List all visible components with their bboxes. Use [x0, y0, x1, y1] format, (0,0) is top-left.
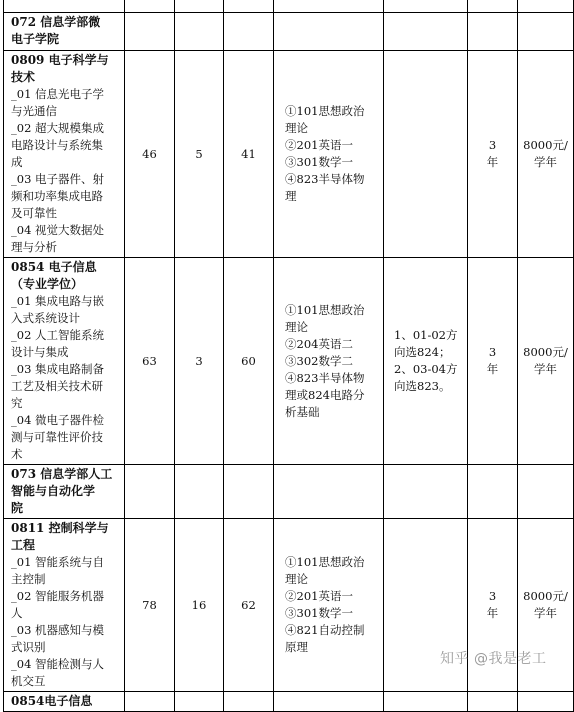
- exam-subject: 析基础: [285, 404, 320, 419]
- exam-subject: 理论: [285, 121, 308, 135]
- table-row-bottom-cut: [4, 692, 574, 712]
- research-direction: 式识别: [11, 640, 46, 654]
- empty-cell: [224, 465, 274, 519]
- research-direction: 理与分析: [11, 240, 57, 254]
- tuition-cell: [518, 51, 574, 258]
- department-title: 072 信息学部微: [11, 15, 101, 29]
- research-direction: _01 智能系统与自: [11, 555, 105, 569]
- recommended-quota-cell: [175, 519, 224, 692]
- department-title: 073 信息学部人工: [11, 467, 113, 481]
- major-cell: [4, 258, 125, 465]
- duration-cell: [468, 51, 518, 258]
- empty-cell: [125, 465, 175, 519]
- exam-subject: ③302数学二: [285, 353, 353, 368]
- total-quota: 78: [142, 597, 157, 612]
- empty-cell: [518, 465, 574, 519]
- empty-cell: [224, 13, 274, 51]
- research-direction: _02 智能服务机器: [11, 589, 105, 603]
- duration-text: 3: [488, 589, 497, 603]
- department-cell: [4, 13, 125, 51]
- exam-subject: ③301数学一: [285, 606, 353, 620]
- duration-text: 年: [486, 362, 499, 376]
- research-direction: 入式系统设计: [11, 311, 80, 325]
- research-direction: 术: [11, 447, 23, 461]
- major-title: 0809 电子科学与: [11, 53, 109, 67]
- empty-cell: [384, 692, 468, 712]
- empty-cell: [175, 13, 224, 51]
- exam-subject: ①101思想政治: [285, 104, 365, 118]
- exam-quota: 62: [241, 597, 256, 612]
- note-line: 2、03-04方: [394, 362, 458, 376]
- exam-subject: ②201英语一: [285, 589, 353, 603]
- empty-cell: [175, 465, 224, 519]
- exam-subject: ④823半导体物: [285, 370, 365, 385]
- empty-cell: [274, 465, 384, 519]
- duration-text: 年: [486, 606, 499, 620]
- empty-cell: [468, 465, 518, 519]
- department-title: 电子学院: [11, 32, 60, 46]
- duration-text: 年: [486, 155, 499, 169]
- duration-text: 3: [488, 345, 497, 359]
- empty-cell: [175, 692, 224, 712]
- research-direction: _04 视觉大数据处: [11, 223, 105, 237]
- exam-quota-cell: [224, 258, 274, 465]
- research-direction: _01 集成电路与嵌: [11, 294, 105, 308]
- research-direction: 设计与集成: [11, 345, 69, 359]
- tuition-text: 8000元/: [523, 589, 568, 603]
- exam-quota-cell: [224, 519, 274, 692]
- table-row-top-cut: [4, 0, 574, 13]
- empty-cell: [518, 692, 574, 712]
- department-title: 智能与自动化学: [11, 484, 96, 498]
- research-direction: 人: [11, 606, 23, 620]
- duration-cell: [468, 258, 518, 465]
- exam-quota: 60: [241, 353, 256, 368]
- research-direction: _03 集成电路制备: [11, 362, 105, 376]
- recommended-quota: 3: [195, 353, 203, 368]
- recommended-quota: 16: [191, 597, 207, 612]
- major-row: [4, 258, 574, 465]
- exam-subject: 理论: [285, 319, 308, 334]
- major-row: [4, 51, 574, 258]
- empty-cell: [224, 692, 274, 712]
- major-title: （专业学位）: [11, 277, 84, 291]
- recommended-quota-cell: [175, 51, 224, 258]
- exam-subject: ②201英语一: [285, 138, 353, 152]
- empty-cell: [274, 692, 384, 712]
- department-row: [4, 13, 574, 51]
- exam-subject: ④821自动控制: [285, 623, 365, 637]
- exam-quota: 41: [241, 146, 256, 161]
- research-direction: _04 智能检测与人: [11, 657, 105, 671]
- tuition-text: 学年: [534, 362, 557, 376]
- major-title: 0811 控制科学与: [11, 521, 109, 535]
- exam-subjects-cell: [274, 519, 384, 692]
- major-title: 工程: [11, 538, 36, 552]
- total-quota-cell: [125, 519, 175, 692]
- exam-subject: ③301数学一: [285, 155, 353, 169]
- empty-cell: [518, 13, 574, 51]
- exam-subject: ①101思想政治: [285, 302, 365, 317]
- admissions-table: [3, 0, 574, 712]
- exam-subjects-cell: [274, 51, 384, 258]
- research-direction: 究: [11, 396, 23, 410]
- tuition-text: 8000元/: [523, 138, 568, 152]
- research-direction: _03 电子器件、射: [11, 172, 105, 186]
- bottom-cut-text: 0854电子信息: [11, 694, 93, 708]
- exam-quota-cell: [224, 51, 274, 258]
- tuition-text: 学年: [534, 606, 557, 620]
- exam-subject: 理或824电路分: [285, 387, 365, 402]
- exam-subject: 原理: [285, 640, 308, 654]
- empty-cell: [384, 13, 468, 51]
- research-direction: 机交互: [11, 674, 46, 688]
- note-line: 1、01-02方: [394, 328, 458, 342]
- notes-cell: [384, 258, 468, 465]
- research-direction: 电路设计与系统集: [11, 138, 103, 152]
- exam-subject: 理: [285, 189, 297, 203]
- total-quota-cell: [125, 258, 175, 465]
- empty-cell: [468, 13, 518, 51]
- research-direction: 与光通信: [11, 104, 57, 118]
- total-quota: 63: [142, 353, 157, 368]
- major-title: 技术: [11, 70, 36, 84]
- department-cell: [4, 465, 125, 519]
- research-direction: _04 微电子器件检: [11, 413, 105, 427]
- empty-cell: [125, 692, 175, 712]
- exam-subject: ④823半导体物: [285, 172, 365, 186]
- duration-text: 3: [488, 138, 497, 152]
- exam-subject: 理论: [285, 572, 308, 586]
- total-quota: 46: [142, 146, 157, 161]
- major-title: 0854 电子信息: [11, 260, 97, 274]
- watermark: 知乎 @我是老工: [440, 651, 547, 667]
- research-direction: 频和功率集成电路: [11, 189, 103, 203]
- research-direction: 及可靠性: [11, 206, 57, 220]
- major-cell: [4, 519, 125, 692]
- research-direction: 测与可靠性评价技: [11, 430, 103, 444]
- empty-cell: [468, 692, 518, 712]
- top-cut-text: [11, 0, 121, 2]
- tuition-text: 学年: [534, 155, 557, 169]
- empty-cell: [125, 13, 175, 51]
- department-row: [4, 465, 574, 519]
- research-direction: _03 机器感知与模: [11, 623, 105, 637]
- note-line: 向选824；: [394, 345, 451, 359]
- note-line: 向选823。: [394, 379, 451, 393]
- total-quota-cell: [125, 51, 175, 258]
- tuition-text: 8000元/: [523, 345, 568, 359]
- major-cell: [4, 51, 125, 258]
- recommended-quota-cell: [175, 258, 224, 465]
- department-title: 院: [11, 501, 24, 515]
- research-direction: 主控制: [11, 572, 46, 586]
- bottom-cut-cell: [4, 692, 125, 712]
- notes-cell: [384, 51, 468, 258]
- empty-cell: [384, 465, 468, 519]
- tuition-cell: [518, 258, 574, 465]
- recommended-quota: 5: [195, 146, 203, 161]
- research-direction: 成: [11, 155, 23, 169]
- exam-subject: ①101思想政治: [285, 555, 365, 569]
- research-direction: _02 人工智能系统: [11, 328, 105, 342]
- empty-cell: [274, 13, 384, 51]
- exam-subject: ②204英语二: [285, 336, 353, 351]
- research-direction: _02 超大规模集成: [11, 121, 105, 135]
- research-direction: 工艺及相关技术研: [11, 379, 103, 393]
- exam-subjects-cell: [274, 258, 384, 465]
- research-direction: _01 信息光电子学: [11, 87, 105, 101]
